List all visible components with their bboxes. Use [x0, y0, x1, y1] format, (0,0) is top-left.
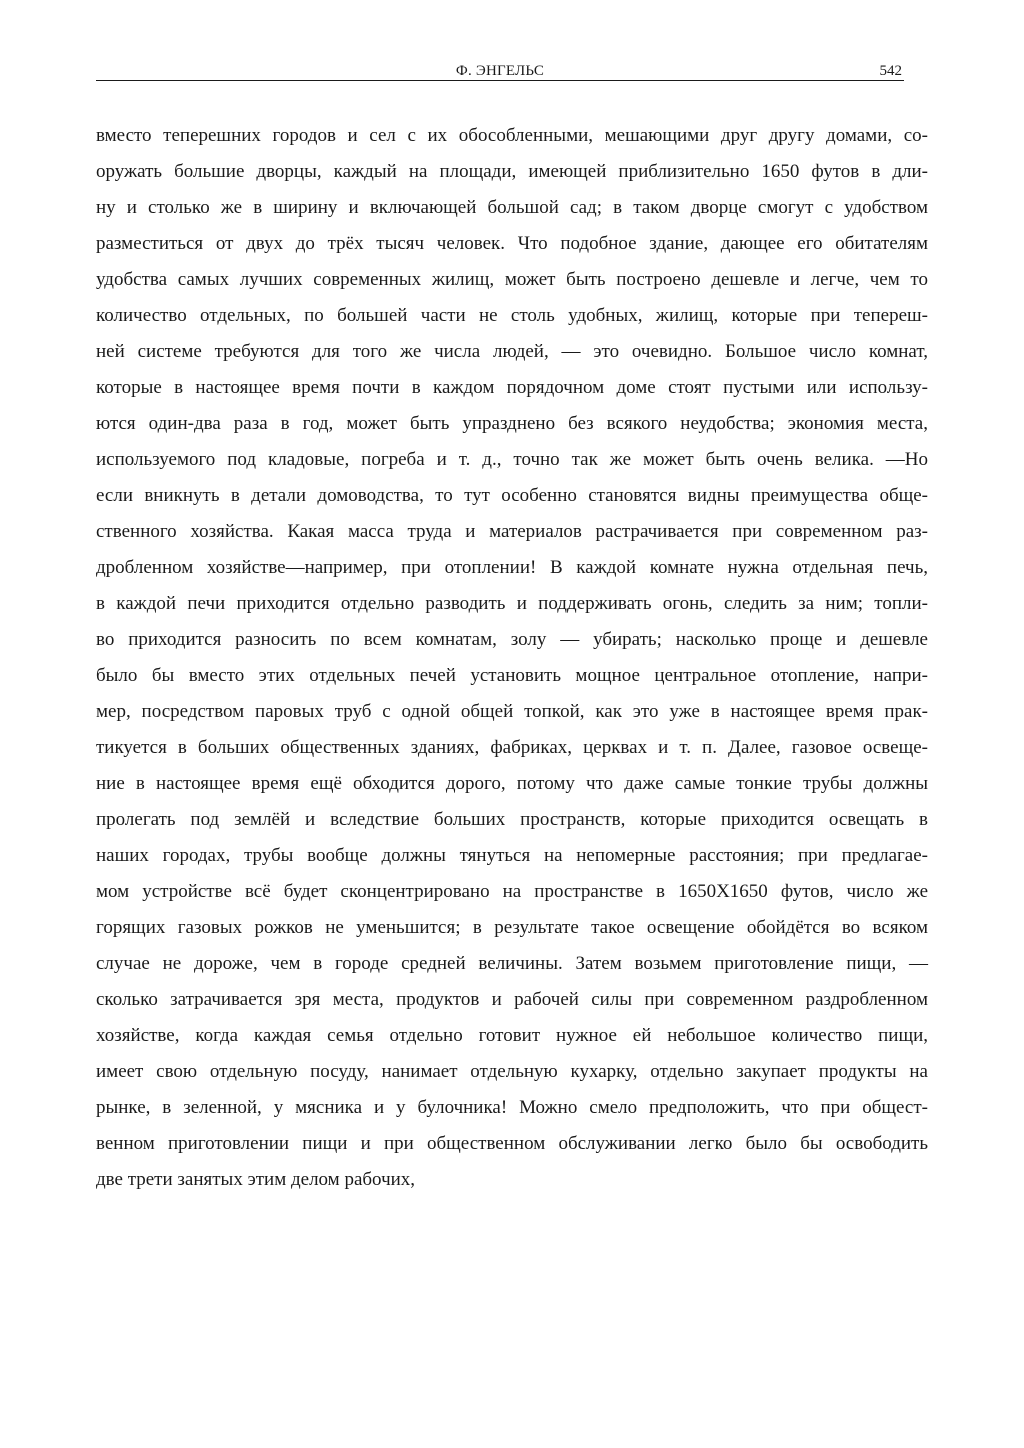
text-line: оружать большие дворцы, каждый на площади, имеющей приблизительно 1650 футов в дли- [96, 161, 928, 182]
text-line: хозяйстве, когда каждая семья отдельно готовит нужное ей небольшое количество пищи, [96, 1025, 928, 1046]
text-line: рынке, в зеленной, у мясника и у булочника! Можно смело предположить, что при общест- [96, 1097, 928, 1118]
text-line: разместиться от двух до трёх тысяч человек. Что подобное здание, дающее его обитателям [96, 233, 928, 254]
text-line: которые в настоящее время почти в каждом порядочном доме стоят пустыми или использу- [96, 377, 928, 398]
text-line: если вникнуть в детали домоводства, то тут особенно становятся видны преимущества обще- [96, 485, 928, 506]
text-line: удобства самых лучших современных жилищ, может быть построено дешевле и легче, чем то [96, 269, 928, 290]
running-title: Ф. ЭНГЕЛЬС [455, 63, 545, 79]
body-paragraph [96, 118, 928, 1198]
text-line: ственного хозяйства. Какая масса труда и материалов растрачивается при современном раз- [96, 521, 928, 542]
text-line: ней системе требуются для того же числа людей, — это очевидно. Большое число комнат, [96, 341, 928, 362]
text-line: количество отдельных, по большей части не столь удобных, жилищ, которые при теперeш- [96, 305, 928, 326]
text-line: пролегать под землёй и вследствие больших пространств, которые приходится освещать в [96, 809, 928, 830]
text-line: наших городах, трубы вообще должны тянуться на непомерные расстояния; при предлагае- [96, 845, 928, 866]
text-line: венном приготовлении пищи и при общественном обслуживании легко было бы освободить [96, 1133, 928, 1154]
text-line: тикуется в больших общественных зданиях, фабриках, церквах и т. п. Далее, газовое освеще- [96, 737, 928, 758]
text-line: дробленном хозяйстве—например, при отоплении! В каждой комнате нужна отдельная печь, [96, 557, 928, 578]
text-line: ние в настоящее время ещё обходится дорого, потому что даже самые тонкие трубы должны [96, 773, 928, 794]
text-line: во приходится разносить по всем комнатам, золу — убирать; насколько проще и дешевле [96, 629, 928, 650]
text-line: вместо теперешних городов и сел с их обособленными, мешающими друг другу домами, со- [96, 125, 928, 146]
page-number: 542 [879, 63, 902, 79]
text-line: ну и столько же в ширину и включающей большой сад; в таком дворце смогут с удобством [96, 197, 928, 218]
text-line: в каждой печи приходится отдельно разводить и поддерживать огонь, следить за ним; топли- [96, 593, 928, 614]
text-line: сколько затрачивается зря места, продуктов и рабочей силы при современном раздробленном [96, 989, 928, 1010]
text-line: используемого под кладовые, погреба и т. д., точно так же может быть очень велика. —Но [96, 449, 928, 470]
text-line: горящих газовых рожков не уменьшится; в результате такое освещение обойдётся во всяком [96, 917, 928, 938]
text-line: случае не дороже, чем в городе средней величины. Затем возьмем приготовление пищи, — [96, 953, 928, 974]
text-line: мер, посредством паровых труб с одной общей топкой, как это уже в настоящее время прак- [96, 701, 928, 722]
running-header [96, 62, 904, 81]
text-line: имеет свою отдельную посуду, нанимает отдельную кухарку, отдельно закупает продукты на [96, 1061, 928, 1082]
text-line: мом устройстве всё будет сконцентрировано на пространстве в 1650X1650 футов, число же [96, 881, 928, 902]
text-line: две трети занятых этим делом рабочих, [96, 1169, 416, 1190]
text-line: было бы вместо этих отдельных печей установить мощное центральное отопление, напри- [96, 665, 928, 686]
text-line: ются один-два раза в год, может быть упразднено без всякого неудобства; экономия места, [96, 413, 928, 434]
